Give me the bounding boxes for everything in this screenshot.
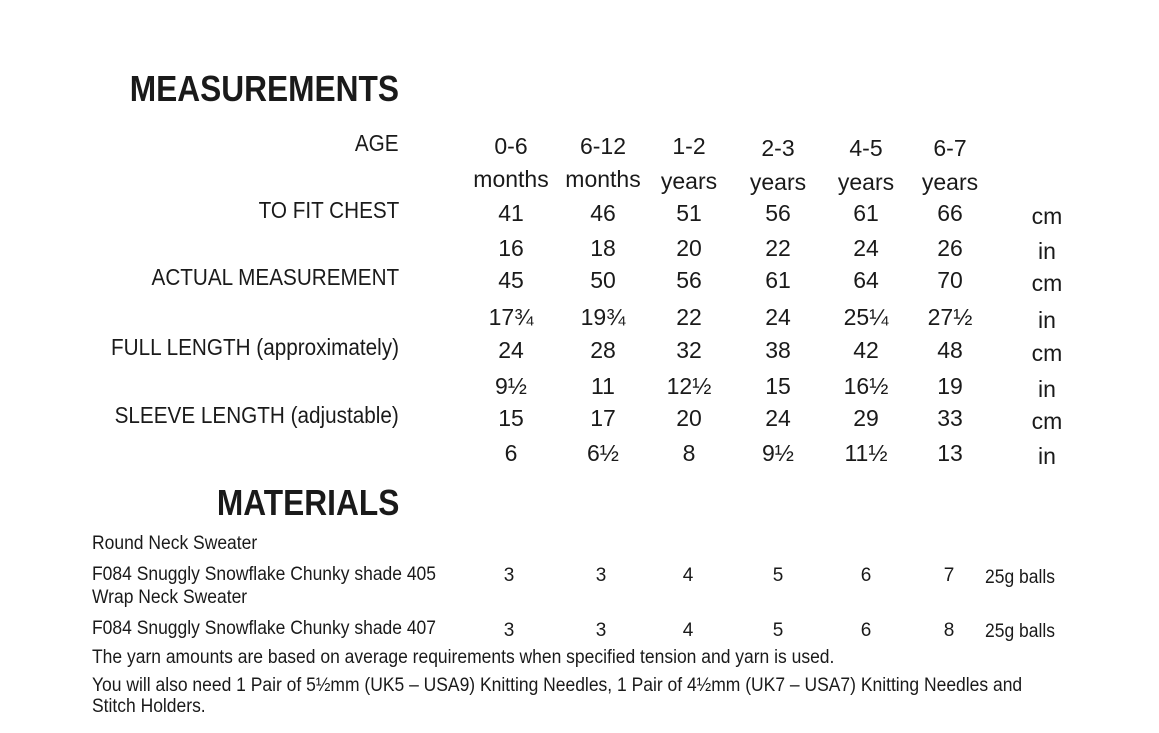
measurement-value: 9½ <box>762 440 794 466</box>
measurement-value: 56 <box>765 200 791 226</box>
round-neck-title: Round Neck Sweater <box>92 533 258 554</box>
measurement-value: 13 <box>937 440 963 466</box>
measurement-value: 17¾ <box>488 304 534 330</box>
measurement-value: 20 <box>676 405 702 431</box>
measurement-unit: cm <box>1031 203 1063 229</box>
measurement-value: 20 <box>676 235 702 261</box>
measurement-value: 19 <box>937 373 963 399</box>
measurement-value: 15 <box>498 405 524 431</box>
measurement-value: 9½ <box>495 373 527 399</box>
measurement-value: 61 <box>853 200 879 226</box>
measurement-value: 24 <box>498 337 524 363</box>
measurement-value: 16 <box>498 235 524 261</box>
ball-count: 3 <box>503 620 515 641</box>
measurement-value: 42 <box>853 337 879 363</box>
measurement-value: 26 <box>937 235 963 261</box>
measurement-value: 11½ <box>844 440 888 466</box>
ball-count: 7 <box>943 565 955 586</box>
measurement-value: 6 <box>504 440 518 466</box>
measurement-value: 48 <box>937 337 963 363</box>
measurement-value: 24 <box>765 405 791 431</box>
measurement-unit: cm <box>1031 340 1063 366</box>
measurement-value: 64 <box>853 267 879 293</box>
age-bottom: years <box>921 169 979 195</box>
measurements-heading: MEASUREMENTS <box>129 68 399 109</box>
measurement-value: 32 <box>676 337 702 363</box>
age-top: 6-7 <box>933 135 967 161</box>
age-label: AGE <box>355 130 399 156</box>
age-top: 0-6 <box>494 133 528 159</box>
measurement-value: 33 <box>937 405 963 431</box>
measurement-value: 38 <box>765 337 791 363</box>
materials-heading: MATERIALS <box>216 482 399 523</box>
ball-count: 4 <box>682 620 694 641</box>
needles-note: You will also need 1 Pair of 5½mm (UK5 – USA9) Knitting Needles, 1 Pair of 4½mm (UK7 – USA7) Knitting Needles and <box>92 675 1023 696</box>
needles-note-cont: Stitch Holders. <box>92 696 206 717</box>
wrap-neck-title: Wrap Neck Sweater <box>92 587 248 608</box>
measurement-value: 46 <box>590 200 616 226</box>
measurement-value: 8 <box>682 440 696 466</box>
age-bottom: months <box>473 166 549 192</box>
ball-count: 3 <box>595 565 607 586</box>
ball-count: 5 <box>772 565 784 586</box>
measurement-unit: in <box>1038 307 1056 333</box>
age-bottom: years <box>837 169 895 195</box>
measurement-value: 16½ <box>843 373 889 399</box>
measurement-unit: cm <box>1031 408 1063 434</box>
age-top: 4-5 <box>849 135 883 161</box>
measurement-unit: in <box>1038 443 1056 469</box>
age-bottom: years <box>749 169 807 195</box>
measurement-value: 18 <box>590 235 616 261</box>
measurement-value: 22 <box>765 235 791 261</box>
measurement-label: TO FIT CHEST <box>258 197 399 223</box>
measurement-value: 56 <box>676 267 702 293</box>
measurement-value: 41 <box>498 200 524 226</box>
age-bottom: years <box>660 168 718 194</box>
ball-count: 3 <box>595 620 607 641</box>
ball-count: 4 <box>682 565 694 586</box>
wrap-neck-yarn: F084 Snuggly Snowflake Chunky shade 407 <box>92 618 437 639</box>
age-bottom: months <box>565 166 641 192</box>
measurement-value: 19¾ <box>580 304 626 330</box>
round-neck-yarn: F084 Snuggly Snowflake Chunky shade 405 <box>92 564 437 585</box>
measurement-unit: in <box>1038 376 1056 402</box>
round-neck-unit: 25g balls <box>985 567 1055 588</box>
ball-count: 6 <box>860 620 872 641</box>
age-top: 2-3 <box>761 135 795 161</box>
measurement-value: 45 <box>498 267 524 293</box>
age-top: 6-12 <box>579 133 627 159</box>
measurement-value: 70 <box>937 267 963 293</box>
measurement-value: 28 <box>590 337 616 363</box>
measurement-value: 24 <box>853 235 879 261</box>
measurement-value: 29 <box>853 405 879 431</box>
measurement-label: FULL LENGTH (approximately) <box>111 334 399 360</box>
measurement-value: 51 <box>676 200 702 226</box>
measurement-label: ACTUAL MEASUREMENT <box>151 264 399 290</box>
measurement-value: 15 <box>765 373 791 399</box>
measurement-unit: cm <box>1031 270 1063 296</box>
measurement-unit: in <box>1038 238 1056 264</box>
measurement-value: 50 <box>590 267 616 293</box>
measurement-value: 6½ <box>587 440 619 466</box>
measurement-value: 27½ <box>927 304 973 330</box>
measurement-value: 61 <box>765 267 791 293</box>
measurement-value: 12½ <box>666 373 712 399</box>
ball-count: 3 <box>503 565 515 586</box>
measurement-label: SLEEVE LENGTH (adjustable) <box>114 402 399 428</box>
ball-count: 6 <box>860 565 872 586</box>
measurement-value: 11 <box>591 373 615 399</box>
wrap-neck-unit: 25g balls <box>985 621 1055 642</box>
ball-count: 8 <box>943 620 955 641</box>
measurement-value: 66 <box>937 200 963 226</box>
ball-count: 5 <box>772 620 784 641</box>
yarn-note: The yarn amounts are based on average requirements when specified tension and yarn is used. <box>92 647 835 668</box>
measurement-value: 24 <box>765 304 791 330</box>
age-top: 1-2 <box>672 133 706 159</box>
measurement-value: 22 <box>676 304 702 330</box>
measurement-value: 25¼ <box>843 304 889 330</box>
measurement-value: 17 <box>590 405 616 431</box>
